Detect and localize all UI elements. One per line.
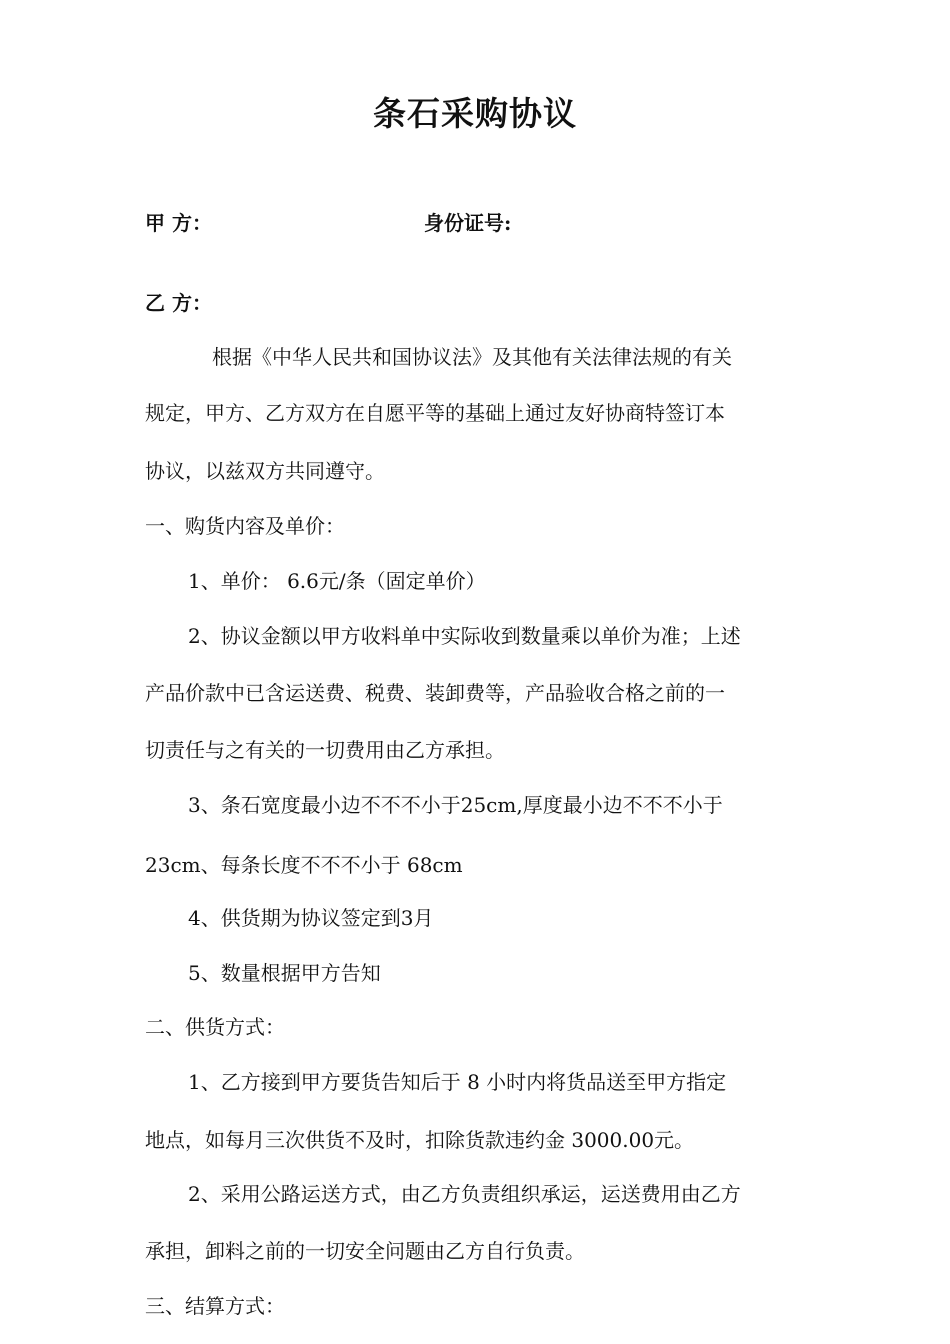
section-1-item-1: 1、单价： 6.6元/条（固定单价） [188, 569, 486, 593]
party-a-label: 甲 方： [145, 211, 212, 235]
intro-line-1: 根据《中华人民共和国协议法》及其他有关法律法规的有关 [212, 345, 732, 369]
section-1-item-2-line-3: 切责任与之有关的一切费用由乙方承担。 [145, 738, 505, 762]
party-b-label: 乙 方： [145, 291, 212, 315]
section-2-heading: 二、供货方式： [145, 1015, 285, 1039]
section-1-heading: 一、购货内容及单价： [145, 514, 345, 538]
section-1-item-4: 4、供货期为协议签定到3月 [188, 906, 434, 930]
intro-line-3: 协议，以兹双方共同遵守。 [145, 459, 385, 483]
section-1-item-2-line-2: 产品价款中已含运送费、税费、装卸费等，产品验收合格之前的一 [145, 681, 725, 705]
section-2-item-1-line-1: 1、乙方接到甲方要货告知后于 8 小时内将货品送至甲方指定 [188, 1070, 727, 1094]
section-1-item-3-line-1: 3、条石宽度最小边不不不小于25cm,厚度最小边不不不小于 [188, 793, 723, 817]
section-1-item-5: 5、数量根据甲方告知 [188, 961, 381, 985]
section-1-item-2-line-1: 2、协议金额以甲方收料单中实际收到数量乘以单价为准；上述 [188, 624, 741, 648]
id-number-label: 身份证号: [424, 211, 512, 235]
intro-line-2: 规定，甲方、乙方双方在自愿平等的基础上通过友好协商特签订本 [145, 401, 725, 425]
document-title: 条石采购协议 [373, 94, 577, 133]
section-2-item-2-line-1: 2、采用公路运送方式，由乙方负责组织承运，运送费用由乙方 [188, 1182, 741, 1206]
section-2-item-2-line-2: 承担，卸料之前的一切安全问题由乙方自行负责。 [145, 1239, 585, 1263]
section-1-item-3-line-2: 23cm、每条长度不不不小于 68cm [145, 853, 463, 877]
section-2-item-1-line-2: 地点，如每月三次供货不及时，扣除货款违约金 3000.00元。 [145, 1128, 695, 1152]
section-3-heading: 三、结算方式： [145, 1294, 285, 1318]
